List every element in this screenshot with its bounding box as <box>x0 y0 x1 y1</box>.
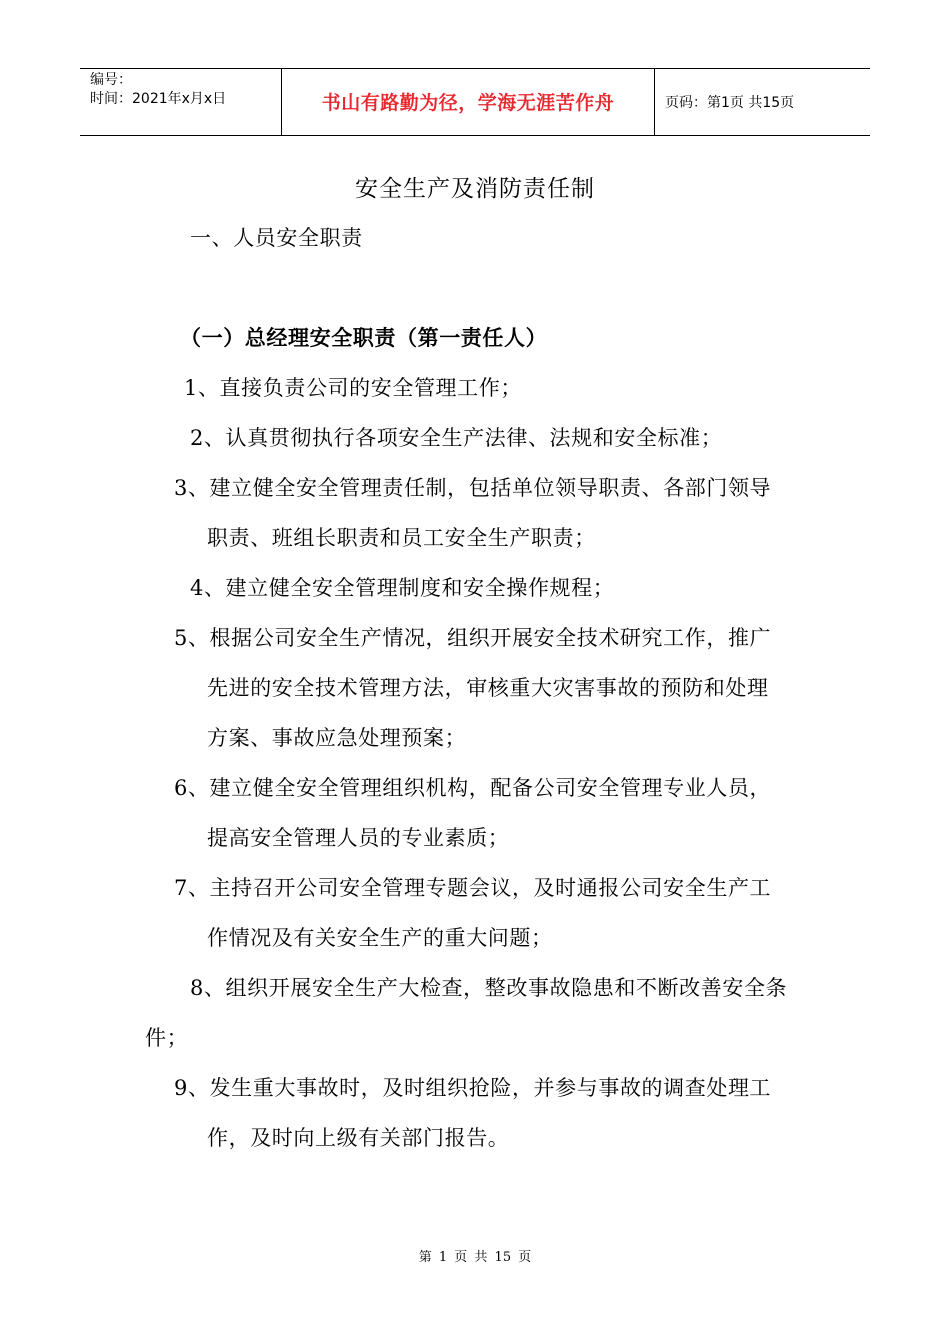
header-page-cell <box>655 69 870 135</box>
document-title: 安全生产及消防责任制 <box>355 176 595 202</box>
duty-item-8: 8、组织开展安全生产大检查，整改事故隐患和不断改善安全条 <box>190 976 788 1000</box>
duty-item-3: 3、建立健全安全管理责任制，包括单位领导职责、各部门领导 <box>174 476 772 500</box>
duty-item-5: 5、根据公司安全生产情况，组织开展安全技术研究工作，推广 <box>174 626 772 650</box>
duty-item-2: 2、认真贯彻执行各项安全生产法律、法规和安全标准； <box>190 426 723 450</box>
document-date-label: 时间：2021年x月x日 <box>90 91 227 107</box>
document-number-label: 编号： <box>90 72 132 88</box>
header-motto-cell <box>282 69 655 135</box>
duty-item-3-continued: 职责、班组长职责和员工安全生产职责； <box>207 526 596 550</box>
duty-item-5-continued-2: 方案、事故应急处理预案； <box>207 726 467 750</box>
duty-item-5-continued-1: 先进的安全技术管理方法，审核重大灾害事故的预防和处理 <box>207 676 769 700</box>
duty-item-6-continued: 提高安全管理人员的专业素质； <box>207 826 510 850</box>
section-heading: 一、人员安全职责 <box>190 226 363 250</box>
page-footer: 第 1 页 共 15 页 <box>418 1250 532 1265</box>
subsection-heading: （一）总经理安全职责（第一责任人） <box>180 326 548 350</box>
duty-item-1: 1、直接负责公司的安全管理工作； <box>184 376 522 400</box>
header-motto: 书山有路勤为径，学海无涯苦作舟 <box>321 91 615 114</box>
duty-item-4: 4、建立健全安全管理制度和安全操作规程； <box>190 576 615 600</box>
duty-item-6: 6、建立健全安全管理组织机构，配备公司安全管理专业人员， <box>174 776 772 800</box>
header-page-info: 页码：第1页 共15页 <box>665 95 795 111</box>
page-header <box>80 68 870 136</box>
header-meta-cell <box>80 69 282 135</box>
duty-item-8-continued: 件； <box>145 1026 189 1050</box>
duty-item-9-continued: 作，及时向上级有关部门报告。 <box>207 1126 510 1150</box>
duty-item-9: 9、发生重大事故时，及时组织抢险，并参与事故的调查处理工 <box>174 1076 772 1100</box>
duty-item-7-continued: 作情况及有关安全生产的重大问题； <box>207 926 553 950</box>
duty-item-7: 7、主持召开公司安全管理专题会议，及时通报公司安全生产工 <box>174 876 772 900</box>
